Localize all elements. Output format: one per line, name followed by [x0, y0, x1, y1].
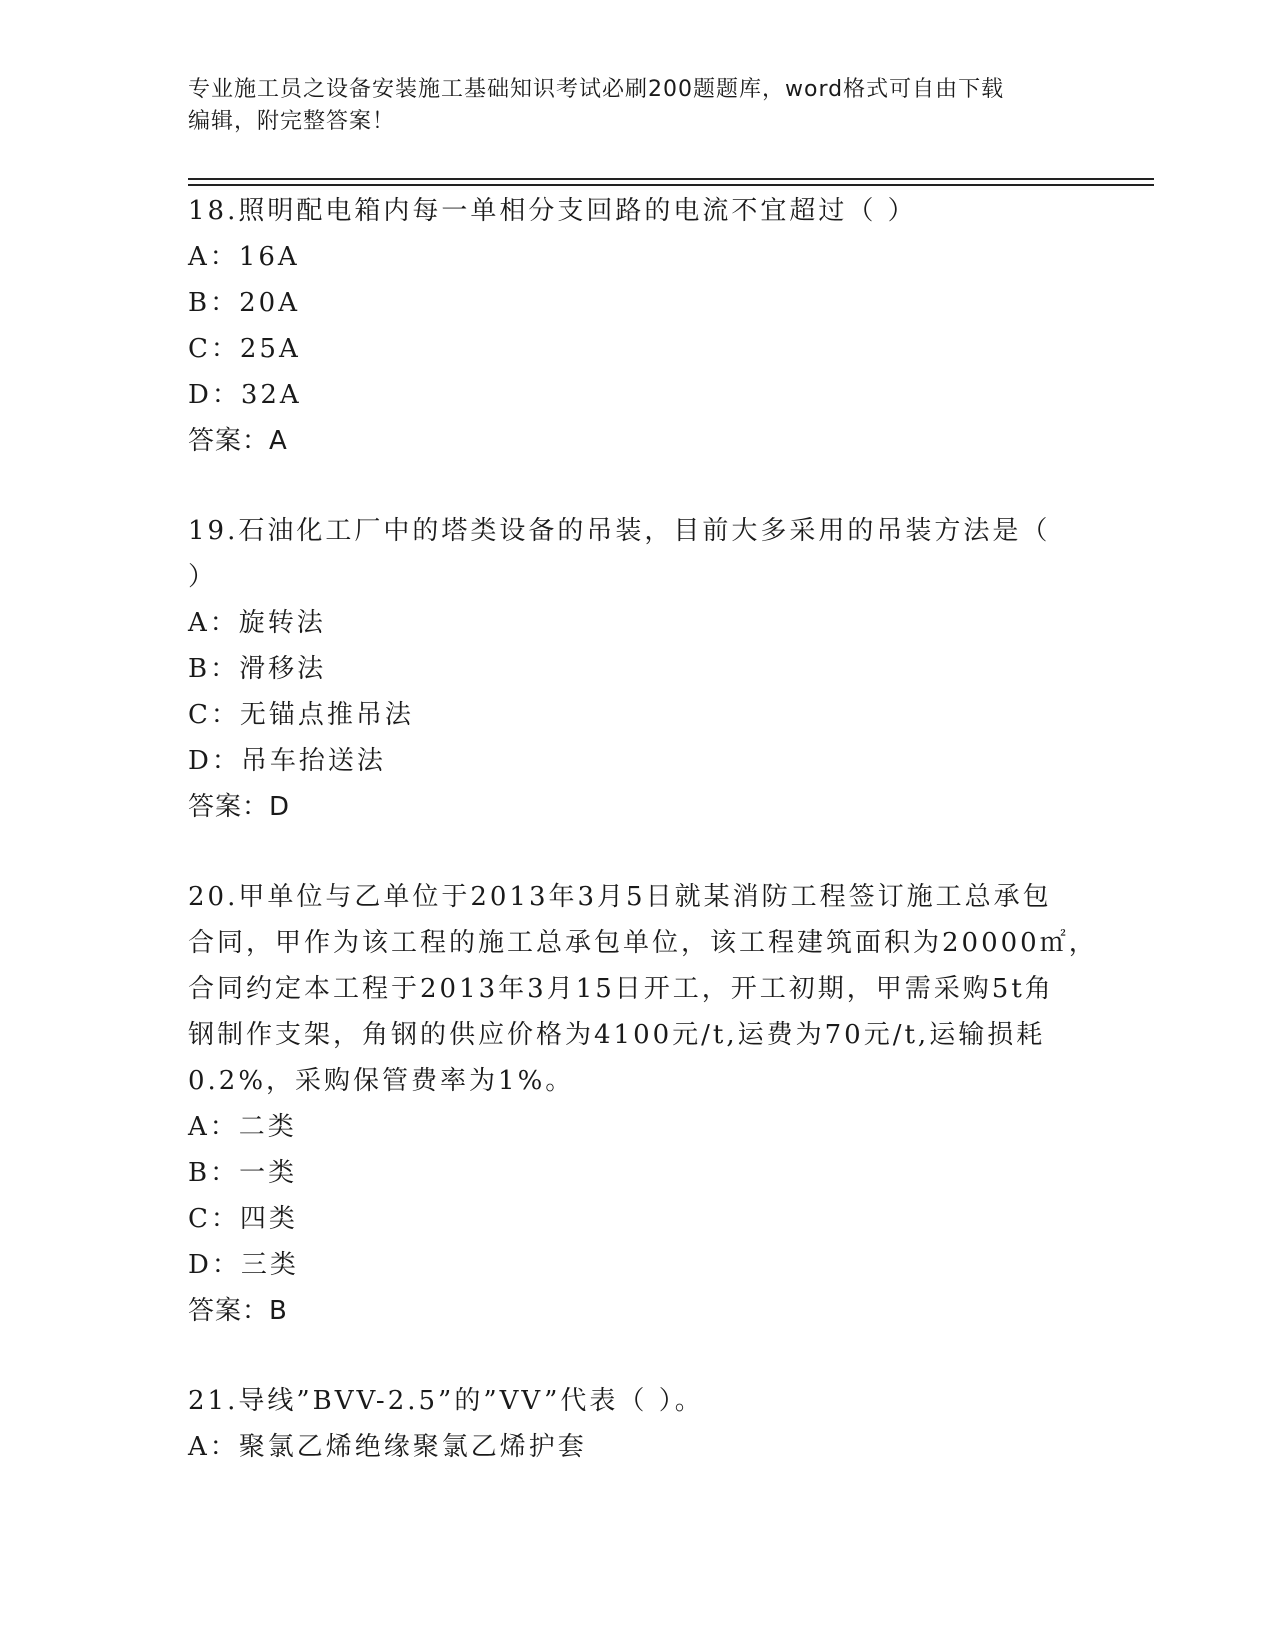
option-d: D：32A: [188, 380, 302, 410]
option-b: B：20A: [188, 288, 300, 318]
header-divider-top: [188, 178, 1154, 180]
option-c: C：四类: [188, 1204, 298, 1234]
option-a: A：二类: [188, 1112, 297, 1142]
question-block-21: [188, 1378, 1088, 1470]
question-block-19: [188, 508, 1088, 830]
document-header: [188, 74, 1068, 138]
option-c: C：25A: [188, 334, 301, 364]
header-divider-bottom: [188, 184, 1154, 186]
option-b: B：滑移法: [188, 654, 327, 684]
answer-label: 答案：B: [188, 1296, 288, 1326]
question-spacer: [188, 1334, 1088, 1378]
answer-label: 答案：A: [188, 426, 288, 456]
header-title-line-1: 专业施工员之设备安装施工基础知识考试必刷200题题库，word格式可自由下载: [188, 77, 1005, 102]
option-d: D：三类: [188, 1250, 299, 1280]
option-a: A：旋转法: [188, 608, 326, 638]
question-stem: 21.导线”BVV-2.5”的”VV”代表（ ）。: [188, 1386, 704, 1416]
option-d: D：吊车抬送法: [188, 746, 386, 776]
question-stem: 18.照明配电箱内每一单相分支回路的电流不宜超过（ ）: [188, 196, 917, 226]
question-stem-continued: 合同，甲作为该工程的施工总承包单位，该工程建筑面积为20000㎡，: [188, 928, 1098, 958]
option-a: A：16A: [188, 242, 300, 272]
question-stem: 19.石油化工厂中的塔类设备的吊装，目前大多采用的吊装方法是（: [188, 516, 1051, 546]
question-block-18: [188, 188, 1088, 464]
question-list: [188, 188, 1098, 1470]
answer-label: 答案：D: [188, 792, 291, 822]
question-stem: 20.甲单位与乙单位于2013年3月5日就某消防工程签订施工总承包: [188, 882, 1052, 912]
question-stem-continued: ）: [188, 562, 218, 592]
question-spacer: [188, 830, 1088, 874]
question-stem-continued: 合同约定本工程于2013年3月15日开工，开工初期，甲需采购5t角: [188, 974, 1054, 1004]
question-stem-continued: 钢制作支架，角钢的供应价格为4100元/t,运费为70元/t,运输损耗: [188, 1020, 1046, 1050]
option-a: A：聚氯乙烯绝缘聚氯乙烯护套: [188, 1432, 587, 1462]
option-b: B：一类: [188, 1158, 298, 1188]
question-stem-continued: 0.2%，采购保管费率为1%。: [188, 1066, 575, 1096]
question-spacer: [188, 464, 1088, 508]
header-title-line-2: 编辑，附完整答案！: [188, 109, 396, 134]
option-c: C：无锚点推吊法: [188, 700, 414, 730]
question-block-20: [188, 874, 1098, 1334]
